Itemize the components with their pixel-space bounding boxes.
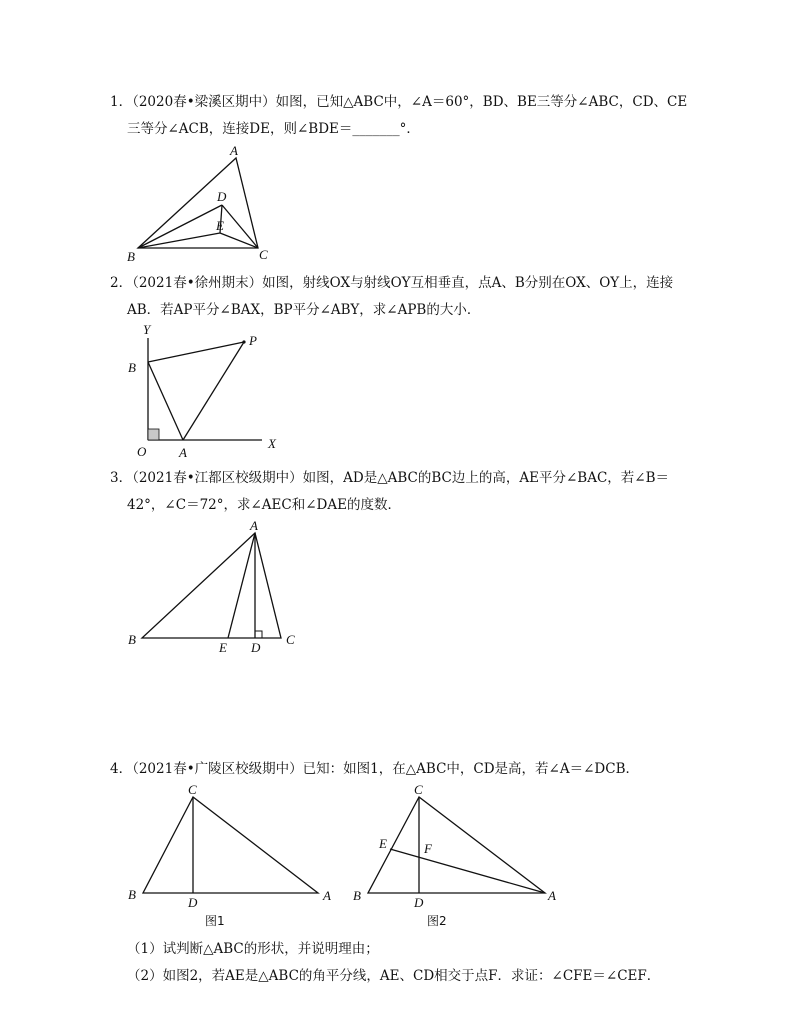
- q1-label-d: D: [217, 189, 227, 204]
- q4-fig2-label-a: A: [548, 888, 556, 903]
- q4-fig2-label-b: B: [353, 888, 361, 903]
- q4-fig1-label-a: A: [323, 888, 331, 903]
- q4-fig1-label-d: D: [188, 895, 198, 910]
- q3-label-b: B: [128, 632, 136, 647]
- q4-fig2-triangle-abc: [368, 797, 545, 893]
- q2-source: （2021春•徐州期末）: [132, 275, 263, 291]
- q4-fig1-label-c: C: [188, 782, 197, 797]
- q1-text-1: 如图，已知△ABC中，∠A＝60°，BD、BE三等分∠ABC，CD、CE: [275, 94, 688, 110]
- q2-label-b: B: [128, 360, 136, 375]
- q1-number: 1．: [110, 94, 133, 110]
- q4-part2: [127, 966, 660, 986]
- q2-label-p: P: [249, 333, 257, 348]
- q4-fig2-bisector-ae: [390, 849, 545, 893]
- q3-source: （2021春•江都区校级期中）: [132, 470, 303, 486]
- q1-label-a: A: [230, 143, 238, 158]
- q3-number: 3．: [110, 470, 133, 486]
- q1-label-c: C: [259, 247, 268, 262]
- q4-fig2-label-c: C: [414, 782, 423, 797]
- q2-label-x: X: [268, 436, 276, 451]
- q3-label-c: C: [286, 632, 295, 647]
- q2-number: 2．: [110, 275, 133, 291]
- q2-label-y: Y: [143, 322, 151, 337]
- q4-fig1-label-b: B: [128, 887, 136, 902]
- q4-source: （2021春•广陵区校级期中）: [132, 761, 303, 777]
- q1-label-e: E: [216, 218, 224, 233]
- q1-label-b: B: [127, 249, 135, 264]
- q2-label-o: O: [137, 444, 147, 459]
- q4-fig2-caption: 图2: [427, 914, 447, 928]
- q1-text-2: 三等分∠ACB，连接DE，则∠BDE＝_______°．: [127, 121, 420, 137]
- q2-label-a: A: [179, 445, 187, 460]
- q2-text-2: AB．若AP平分∠BAX，BP平分∠ABY，求∠APB的大小．: [127, 302, 481, 318]
- q4-number: 4．: [110, 761, 133, 777]
- q4-part2-text: （2）如图2，若AE是△ABC的角平分线，AE、CD相交于点F．求证：∠CFE＝∠CEF．: [127, 968, 661, 984]
- q2-text-1: 如图，射线OX与射线OY互相垂直，点A、B分别在OX、OY上，连接: [262, 275, 674, 291]
- q3-label-d: D: [251, 640, 261, 655]
- q4-fig1-caption: 图1: [205, 914, 225, 928]
- q3-text-2: 42°，∠C＝72°，求∠AEC和∠DAE的度数．: [127, 497, 401, 513]
- q4-fig2-label-f: F: [424, 841, 432, 856]
- q4-fig2-label-d: D: [414, 895, 424, 910]
- q4-text-1: 已知：如图1，在△ABC中，CD是高，若∠A＝∠DCB．: [302, 761, 639, 777]
- q3-label-e: E: [219, 640, 227, 655]
- q3-text-1: 如图，AD是△ABC的BC边上的高，AE平分∠BAC，若∠B＝: [302, 470, 670, 486]
- q4-part1: [127, 939, 379, 959]
- q4-fig1-triangle-abc: [143, 797, 318, 893]
- q3-label-a: A: [250, 518, 258, 533]
- q4-fig2-label-e: E: [379, 836, 387, 851]
- q4-part1-text: （1）试判断△ABC的形状，并说明理由；: [127, 941, 379, 957]
- q1-source: （2020春•梁溪区期中）: [132, 94, 276, 110]
